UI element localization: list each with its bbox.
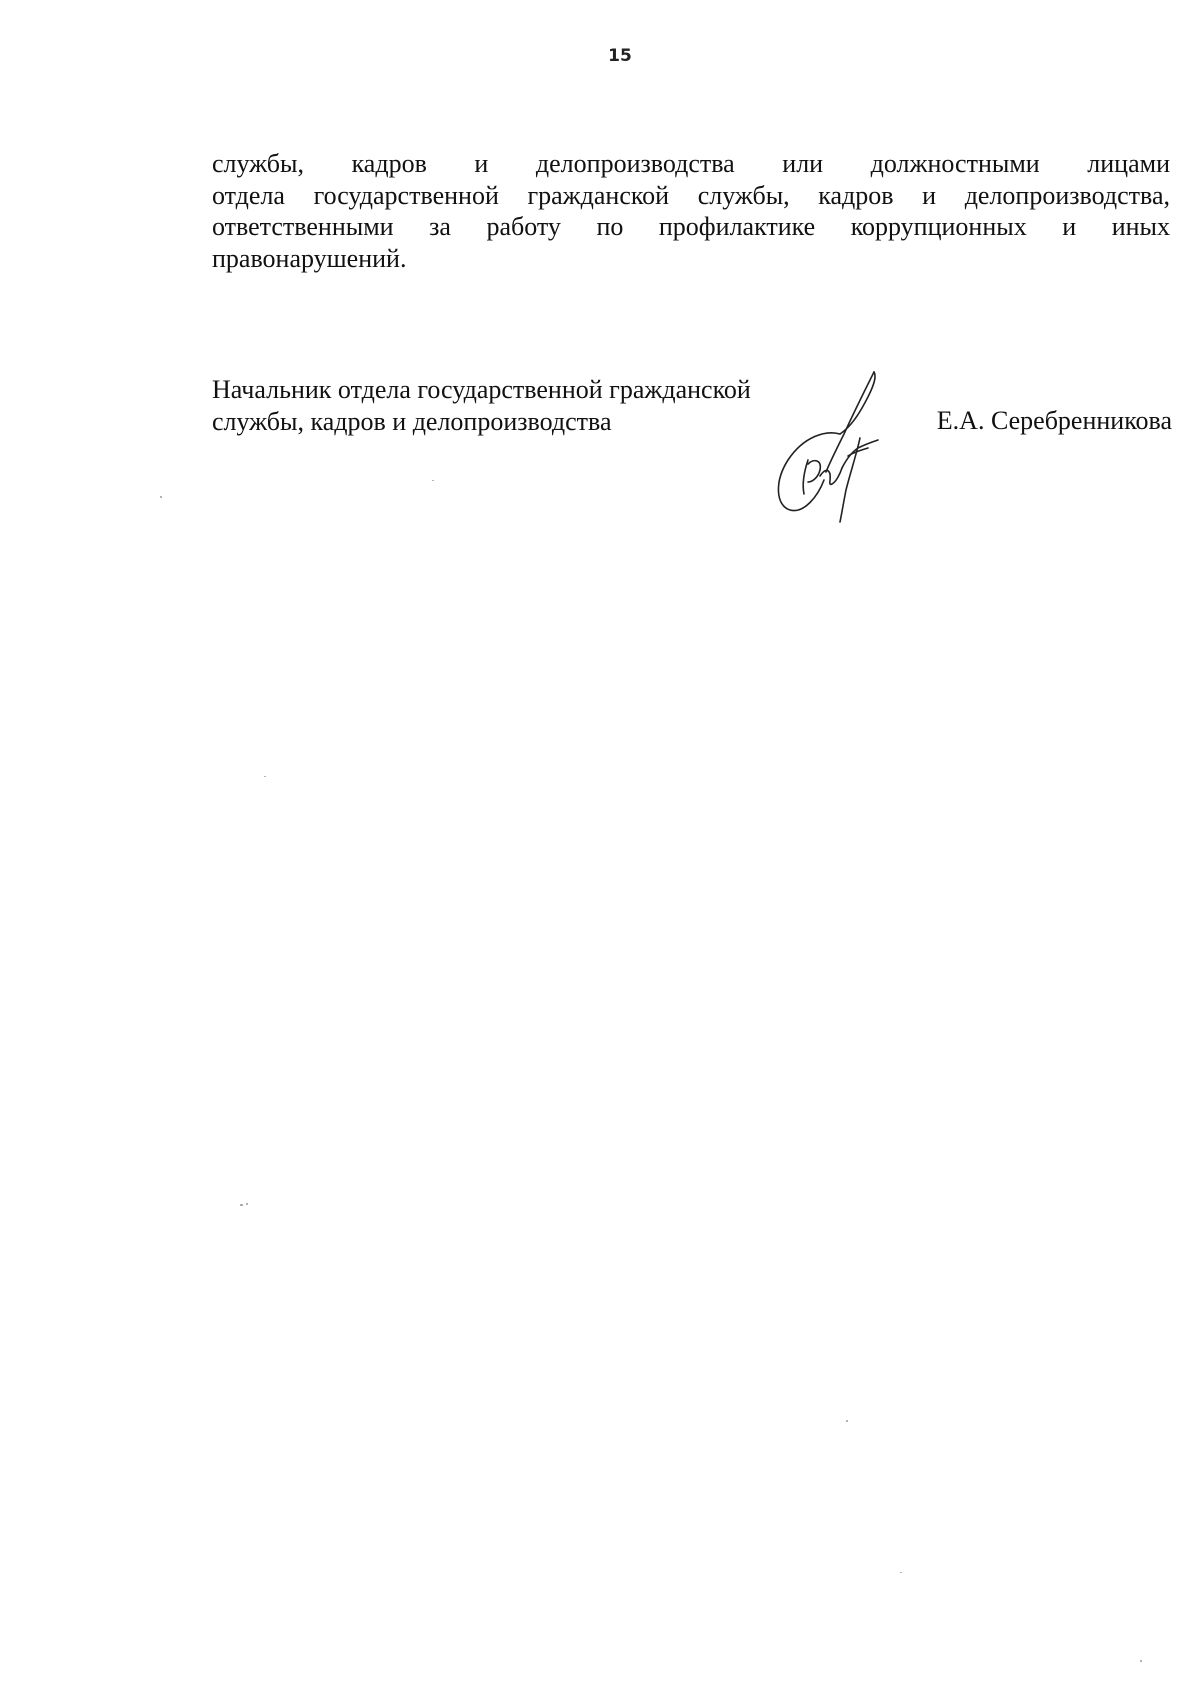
scan-speck	[240, 1204, 243, 1206]
signature-block	[212, 374, 1172, 534]
body-line: ответственными за работу по профилактике коррупционных и иных	[212, 212, 1170, 241]
scan-speck	[160, 496, 162, 498]
scan-speck	[846, 1420, 848, 1422]
body-line: службы, кадров и делопроизводства или должностными лицами	[212, 149, 1170, 178]
body-line: отдела государственной гражданской службы, кадров и делопроизводства,	[212, 180, 1170, 210]
signatory-title	[212, 374, 751, 437]
scan-speck	[1140, 1660, 1142, 1662]
body-paragraph	[212, 148, 1170, 274]
signatory-title-line: Начальник отдела государственной гражданской	[212, 375, 751, 404]
body-line: правонарушений.	[212, 243, 407, 273]
signatory-title-line: службы, кадров и делопроизводства	[212, 406, 612, 436]
scan-speck	[432, 480, 434, 481]
scan-speck	[900, 1572, 902, 1573]
page-number: 15	[608, 46, 632, 66]
signatory-name: Е.А. Серебренникова	[936, 406, 1172, 435]
handwritten-signature	[756, 364, 896, 524]
scan-speck	[264, 776, 266, 777]
scan-speck	[246, 1203, 248, 1205]
